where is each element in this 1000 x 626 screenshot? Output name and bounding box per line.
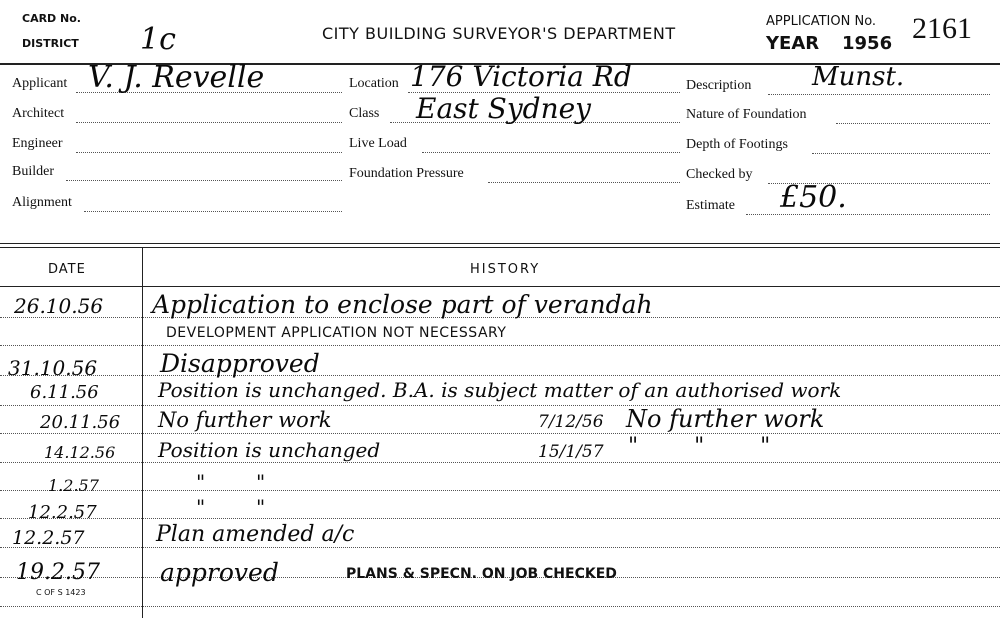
foundation-pressure-label: Foundation Pressure (349, 166, 464, 181)
applicant-label: Applicant (12, 76, 68, 91)
row-line (0, 547, 1000, 548)
history-entry: Plan amended a/c (156, 522, 355, 547)
application-number: 2161 (912, 12, 972, 45)
alignment-label: Alignment (12, 195, 72, 210)
history-entry: " " (196, 495, 266, 519)
foundation-pressure-line (488, 182, 680, 183)
department-title: CITY BUILDING SURVEYOR'S DEPARTMENT (322, 24, 676, 43)
live-load-label: Live Load (349, 136, 407, 151)
architect-line (76, 122, 342, 123)
history-date: 14.12.56 (44, 443, 116, 462)
history-entry: No further work (158, 408, 332, 432)
applicant-value: V. J. Revelle (88, 60, 265, 95)
section-rule-bottom (0, 247, 1000, 248)
history-entry: Position is unchanged. B.A. is subject matter of an authorised work (158, 378, 842, 402)
history-entry: Disapproved (160, 349, 320, 378)
class-label: Class (349, 106, 380, 121)
application-no-label: APPLICATION No. (766, 14, 877, 29)
engineer-line (76, 152, 342, 153)
history-date: 12.2.57 (28, 502, 97, 523)
depth-of-footings-label: Depth of Footings (686, 137, 788, 152)
plans-checked-stamp: PLANS & SPECN. ON JOB CHECKED (346, 566, 617, 582)
row-line (0, 405, 1000, 406)
history-date: 26.10.56 (14, 294, 104, 318)
builder-label: Builder (12, 164, 54, 179)
builder-line (66, 180, 342, 181)
location-value: 176 Victoria Rd (410, 60, 632, 93)
alignment-line (84, 211, 342, 212)
history-date: 12.2.57 (12, 527, 85, 549)
history-date: 6.11.56 (30, 382, 99, 403)
history-date-secondary: 15/1/57 (538, 442, 604, 462)
description-value: Munst. (812, 62, 905, 92)
district-label: DISTRICT (22, 37, 79, 50)
history-entry-secondary: No further work (626, 405, 825, 433)
row-line (0, 462, 1000, 463)
live-load-line (422, 152, 680, 153)
depth-line (812, 153, 990, 154)
table-header-rule (0, 286, 1000, 287)
history-date: 31.10.56 (8, 356, 98, 380)
row-line (0, 433, 1000, 434)
section-rule-top (0, 243, 1000, 244)
history-date: 19.2.57 (16, 560, 100, 585)
row-line (0, 375, 1000, 376)
history-entry-secondary: " " " (628, 434, 771, 459)
row-line (0, 606, 1000, 607)
nature-line (836, 123, 990, 124)
checked-by-label: Checked by (686, 167, 753, 182)
description-line (768, 94, 990, 95)
history-date-secondary: 7/12/56 (538, 412, 604, 432)
estimate-label: Estimate (686, 198, 735, 213)
description-label: Description (686, 78, 752, 93)
location-label: Location (349, 76, 399, 91)
row-line (0, 518, 1000, 519)
form-code: C OF S 1423 (36, 588, 86, 597)
year-label: YEAR (766, 33, 820, 54)
nature-of-foundation-label: Nature of Foundation (686, 107, 807, 122)
estimate-value: £50. (780, 180, 847, 215)
engineer-label: Engineer (12, 136, 63, 151)
row-line (0, 490, 1000, 491)
history-entry: Position is unchanged (158, 438, 381, 462)
class-value: East Sydney (416, 92, 591, 125)
history-date: 20.11.56 (40, 412, 121, 433)
card-no-label: CARD No. (22, 12, 81, 25)
date-header: DATE (48, 262, 86, 277)
district-value: 1c (140, 22, 176, 57)
year-value: 1956 (842, 33, 893, 54)
history-date: 1.2.57 (48, 476, 99, 495)
history-entry: " " (196, 470, 266, 494)
row-line (0, 345, 1000, 346)
architect-label: Architect (12, 106, 65, 121)
history-entry: approved (160, 558, 279, 587)
history-entry: Application to enclose part of verandah (152, 290, 653, 319)
development-stamp: DEVELOPMENT APPLICATION NOT NECESSARY (166, 325, 507, 341)
history-header: HISTORY (470, 262, 541, 277)
